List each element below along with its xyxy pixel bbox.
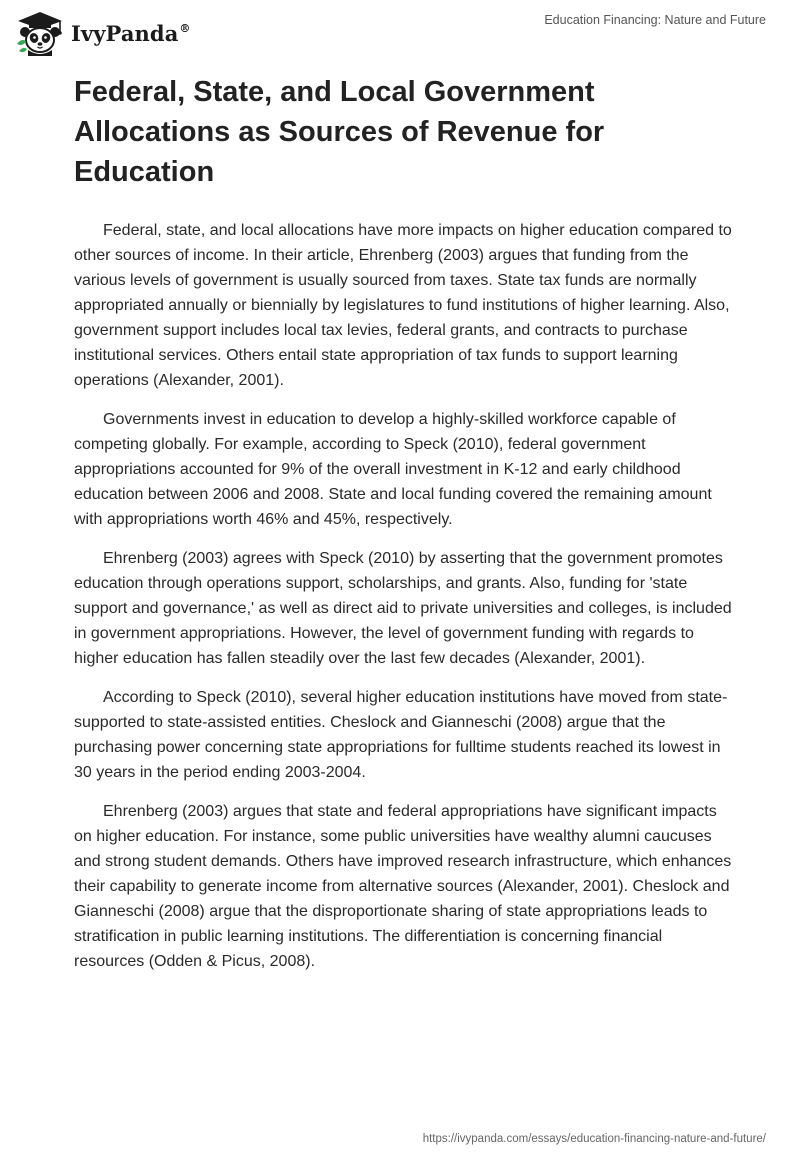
- panda-graduate-icon: [15, 10, 65, 56]
- paragraph: Ehrenberg (2003) agrees with Speck (2010) by asserting that the government promotes education through operations support, scholarships, and grants. Also, funding for 'state support and governance,' as well as direct aid to private universities and colleges, is included in government appropriations. However, the level of government funding with regards to higher education has fallen steadily over the last few decades (Alexander, 2001).: [74, 550, 732, 667]
- running-head: Education Financing: Nature and Future: [544, 13, 766, 27]
- paragraph: Ehrenberg (2003) argues that state and federal appropriations have significant impacts on higher education. For instance, some public universities have wealthy alumni caucuses and strong student demands. Others have improved research infrastructure, which enhances their capability to generate income from alternative sources (Alexander, 2001). Cheslock and Gianneschi (2008) argue that the disproportionate sharing of state appropriations leads to stratification in public learning institutions. The differentiation is concerning financial resources (Odden & Picus, 2008).: [74, 803, 732, 970]
- source-url[interactable]: https://ivypanda.com/essays/education-financing-nature-and-future/: [422, 1133, 766, 1145]
- brand-name: IvyPanda®: [71, 20, 191, 46]
- paragraph: Federal, state, and local allocations have more impacts on higher education compared to other sources of income. In their article, Ehrenberg (2003) argues that funding from the various levels of government is usually sourced from taxes. State tax funds are normally appropriated annually or biennially by legislatures to fund institutions of higher learning. Also, government support includes local tax levies, federal grants, and contracts to purchase institutional services. Others entail state appropriation of tax funds to support learning operations (Alexander, 2001).: [74, 222, 732, 389]
- article-body: [74, 72, 734, 988]
- article-title: Federal, State, and Local Government Allocations as Sources of Revenue for Education: [74, 76, 605, 188]
- paragraph: According to Speck (2010), several higher education institutions have moved from state-supported to state-assisted entities. Cheslock and Gianneschi (2008) argue that the purchasing power concerning state appropriations for fulltime students reached its lowest in 30 years in the period ending 2003-2004.: [74, 689, 728, 781]
- ivypanda-logo[interactable]: [15, 10, 191, 56]
- page-header: [0, 0, 800, 64]
- paragraph: Governments invest in education to develop a highly-skilled workforce capable of competing globally. For example, according to Speck (2010), federal government appropriations accounted for 9% of the overall investment in K-12 and early childhood education between 2006 and 2008. State and local funding covered the remaining amount with appropriations worth 46% and 45%, respectively.: [74, 411, 712, 528]
- article-paragraphs: [74, 218, 734, 974]
